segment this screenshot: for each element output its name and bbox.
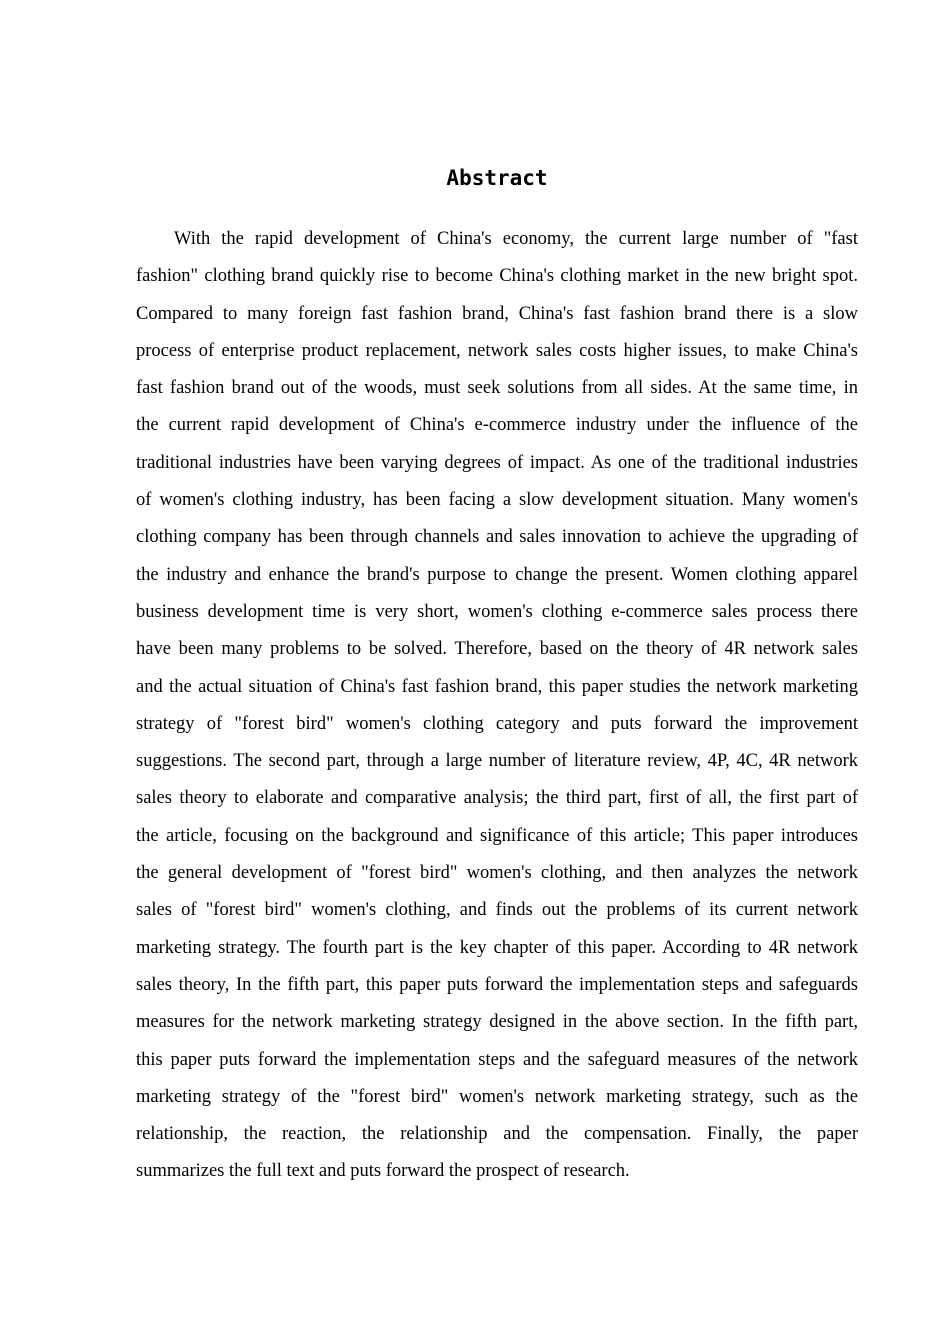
- abstract-line: [136, 296, 858, 333]
- abstract-line: [136, 855, 858, 892]
- abstract-line: [136, 780, 858, 817]
- abstract-line: [136, 407, 858, 444]
- abstract-line: [136, 892, 858, 929]
- abstract-line: [136, 482, 858, 519]
- abstract-line: [136, 930, 858, 967]
- abstract-line-text: relationship, the reaction, the relationship and the compensation. Finally, the paper: [136, 1124, 858, 1145]
- abstract-body: [136, 221, 858, 1191]
- abstract-line: [136, 818, 858, 855]
- abstract-line-text: strategy of "forest bird" women's clothing category and puts forward the improvement: [136, 713, 858, 734]
- abstract-line-text: sales of "forest bird" women's clothing, and finds out the problems of its current network: [136, 900, 858, 921]
- abstract-line: [136, 967, 858, 1004]
- abstract-heading: Abstract: [446, 166, 548, 190]
- abstract-line-text: fast fashion brand out of the woods, must seek solutions from all sides. At the same time, in: [136, 378, 858, 399]
- abstract-line: [136, 1116, 858, 1153]
- abstract-line-text: fashion" clothing brand quickly rise to become China's clothing market in the new bright spot.: [136, 266, 858, 287]
- abstract-line-text: suggestions. The second part, through a large number of literature review, 4P, 4C, 4R network: [136, 751, 858, 772]
- abstract-line-text: With the rapid development of China's economy, the current large number of "fast: [174, 229, 858, 249]
- abstract-line-text: marketing strategy. The fourth part is the key chapter of this paper. According to 4R network: [136, 937, 858, 958]
- abstract-line: [136, 1042, 858, 1079]
- abstract-line: [136, 370, 858, 407]
- abstract-line-text: measures for the network marketing strategy designed in the above section. In the fifth part,: [136, 1012, 858, 1033]
- abstract-line-text: the industry and enhance the brand's purpose to change the present. Women clothing apparel: [136, 564, 858, 585]
- abstract-line-text: the general development of "forest bird" women's clothing, and then analyzes the network: [136, 863, 858, 884]
- abstract-line: [136, 557, 858, 594]
- abstract-line-text: clothing company has been through channels and sales innovation to achieve the upgrading of: [136, 527, 858, 548]
- abstract-line-text: this paper puts forward the implementation steps and the safeguard measures of the network: [136, 1049, 858, 1070]
- abstract-line: [136, 594, 858, 631]
- abstract-line-text: of women's clothing industry, has been facing a slow development situation. Many women's: [136, 490, 858, 511]
- abstract-line-text: the article, focusing on the background and significance of this article; This paper introduces: [136, 825, 858, 846]
- abstract-line-text: summarizes the full text and puts forward the prospect of research.: [136, 1161, 630, 1182]
- abstract-line: [136, 221, 858, 258]
- abstract-line: [136, 669, 858, 706]
- abstract-line-text: sales theory, In the fifth part, this paper puts forward the implementation steps and safeguards: [136, 974, 858, 995]
- abstract-line: [136, 519, 858, 556]
- abstract-line-text: have been many problems to be solved. Therefore, based on the theory of 4R network sales: [136, 639, 858, 660]
- abstract-line: [136, 1153, 858, 1190]
- abstract-line: [136, 631, 858, 668]
- abstract-line: [136, 706, 858, 743]
- abstract-line: [136, 743, 858, 780]
- abstract-line-text: marketing strategy of the "forest bird" women's network marketing strategy, such as the: [136, 1086, 858, 1107]
- abstract-line: [136, 445, 858, 482]
- abstract-line-text: the current rapid development of China's e-commerce industry under the influence of the: [136, 415, 858, 436]
- abstract-line-text: traditional industries have been varying degrees of impact. As one of the traditional industries: [136, 452, 858, 473]
- abstract-line-text: business development time is very short, women's clothing e-commerce sales process there: [136, 601, 858, 622]
- abstract-line-text: Compared to many foreign fast fashion brand, China's fast fashion brand there is a slow: [136, 303, 858, 324]
- abstract-line: [136, 1004, 858, 1041]
- abstract-line: [136, 1079, 858, 1116]
- abstract-line-text: process of enterprise product replacement, network sales costs higher issues, to make China's: [136, 340, 858, 361]
- abstract-line-text: sales theory to elaborate and comparative analysis; the third part, first of all, the first part of: [136, 788, 858, 809]
- abstract-line: [136, 258, 858, 295]
- abstract-line: [136, 333, 858, 370]
- abstract-line-text: and the actual situation of China's fast fashion brand, this paper studies the network marketing: [136, 676, 858, 697]
